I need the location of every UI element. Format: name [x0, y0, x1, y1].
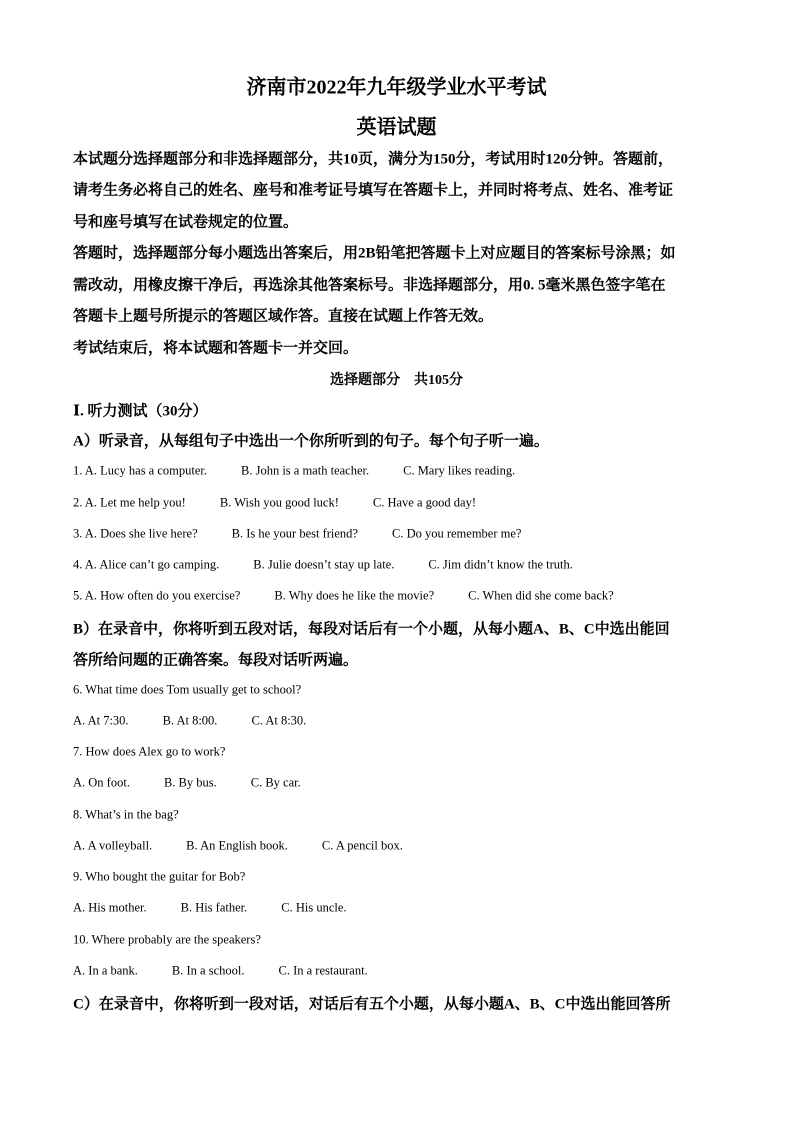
options-row: [73, 776, 301, 791]
partB-title: 答所给问题的正确答案。每段对话听两遍。: [73, 652, 359, 669]
options-row: [73, 901, 347, 916]
page-title: 济南市2022年九年级学业水平考试: [246, 76, 547, 99]
option: B. An English book.: [186, 838, 288, 853]
option: 3. A. Does she live here?: [73, 526, 198, 541]
question-row: [73, 558, 573, 573]
option: B. By bus.: [163, 775, 217, 790]
partB-title: B）在录音中，你将听到五段对话，每段对话后有一个小题，从每小题A、B、C中选出能回: [73, 621, 670, 638]
option: 2. A. Let me help you!: [73, 495, 186, 510]
option: 1. A. Lucy has a computer.: [73, 463, 207, 478]
option: B. In a school.: [171, 963, 245, 978]
partC-title: C）在录音中，你将听到一段对话，对话后有五个小题，从每小题A、B、C中选出能回答所: [73, 996, 671, 1013]
option: B. Is he your best friend?: [231, 526, 358, 541]
option: C. Jim didn’t know the truth.: [428, 557, 573, 572]
question-row: [73, 464, 515, 479]
option: C. By car.: [250, 775, 301, 790]
page-subtitle: 英语试题: [356, 116, 437, 139]
partA-title: A）听录音，从每组句子中选出一个你所听到的句子。每个句子听一遍。: [73, 433, 549, 450]
option: B. Wish you good luck!: [219, 495, 339, 510]
option: B. Julie doesn’t stay up late.: [253, 557, 395, 572]
question-row: [73, 589, 614, 604]
part1-title: Ⅰ. 听力测试（30分）: [73, 403, 208, 420]
instruction-line: 答题卡上题号所提示的答题区域作答。直接在试题上作答无效。: [73, 308, 494, 325]
instruction-line: 号和座号填写在试卷规定的位置。: [73, 214, 299, 231]
section-title: 选择题部分 共105分: [330, 373, 463, 388]
instruction-line: 需改动，用橡皮擦干净后，再选涂其他答案标号。非选择题部分，用0. 5毫米黑色签字笔在: [73, 277, 666, 294]
question: 6. What time does Tom usually get to school?: [73, 682, 302, 697]
question: 9. Who bought the guitar for Bob?: [73, 869, 246, 884]
option: A. On foot.: [73, 775, 130, 790]
question-row: [73, 496, 476, 511]
question-row: [73, 527, 521, 542]
option: C. Do you remember me?: [391, 526, 522, 541]
instruction-line: 考试结束后，将本试题和答题卡一并交回。: [73, 340, 359, 357]
option: C. A pencil box.: [321, 838, 403, 853]
option: B. At 8:00.: [162, 713, 218, 728]
option: C. When did she come back?: [468, 588, 614, 603]
option: A. His mother.: [73, 900, 147, 915]
option: B. John is a math teacher.: [241, 463, 370, 478]
option: A. In a bank.: [73, 963, 138, 978]
instruction-line: 请考生务必将自己的姓名、座号和准考证号填写在答题卡上，并同时将考点、姓名、准考证: [73, 182, 674, 199]
option: A. At 7:30.: [73, 713, 129, 728]
instruction-line: 答题时，选择题部分每小题选出答案后，用2B铅笔把答题卡上对应题目的答案标号涂黑；如: [73, 245, 676, 262]
option: C. His uncle.: [281, 900, 347, 915]
option: 4. A. Alice can’t go camping.: [73, 557, 220, 572]
option: C. Mary likes reading.: [403, 463, 516, 478]
question: 8. What’s in the bag?: [73, 807, 179, 822]
option: 5. A. How often do you exercise?: [73, 588, 241, 603]
options-row: [73, 714, 306, 729]
option: B. Why does he like the movie?: [274, 588, 435, 603]
option: C. Have a good day!: [372, 495, 476, 510]
option: C. At 8:30.: [251, 713, 307, 728]
question: 10. Where probably are the speakers?: [73, 932, 261, 947]
option: B. His father.: [180, 900, 248, 915]
options-row: [73, 964, 368, 979]
options-row: [73, 839, 403, 854]
option: C. In a restaurant.: [278, 963, 368, 978]
instruction-line: 本试题分选择题部分和非选择题部分，共10页，满分为150分，考试用时120分钟。答题前，: [73, 151, 674, 168]
option: A. A volleyball.: [73, 838, 153, 853]
question: 7. How does Alex go to work?: [73, 744, 226, 759]
